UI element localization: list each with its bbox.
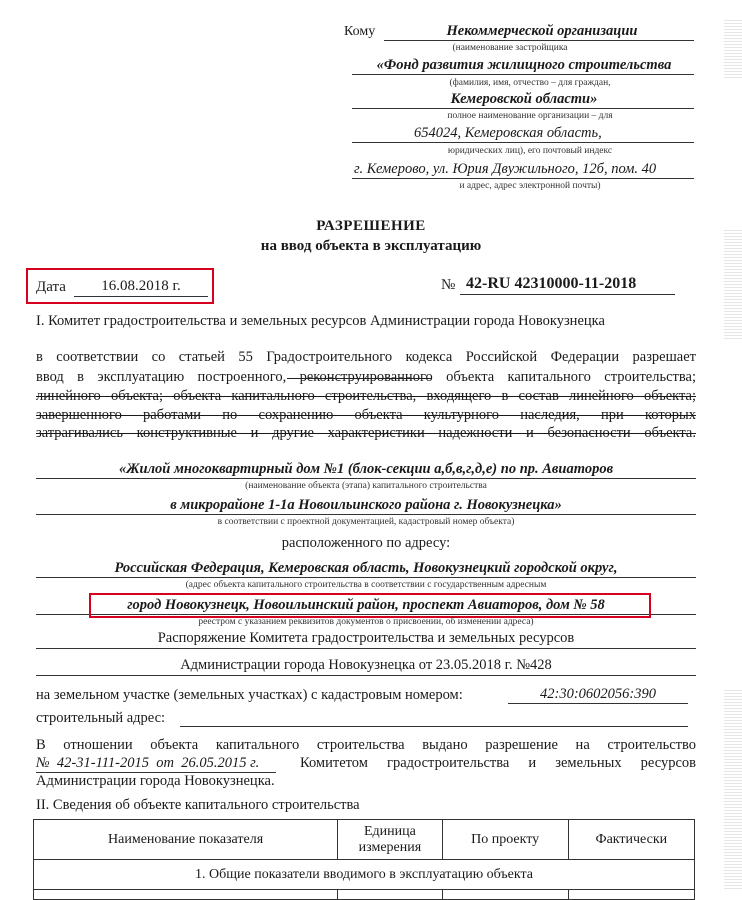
table-row-cutoff: [34, 890, 695, 900]
order-underline1: [36, 648, 696, 649]
section1-para-line5: [36, 425, 696, 442]
section1-heading: I. Комитет градостроительства и земельных ресурсов Администрации города Новокузнецка: [36, 313, 605, 329]
permit-line1: [36, 737, 696, 754]
date-label: Дата: [36, 279, 66, 295]
scan-noise-low: [724, 690, 742, 890]
object-name-underline2: [36, 514, 696, 515]
order-underline2: [36, 675, 696, 676]
recipient-note2: (фамилия, имя, отчество – для граждан,: [449, 78, 611, 88]
header-by-project: По проекту: [442, 820, 568, 860]
address-note1: (адрес объекта капитального строительства в соответствии с государственным адресным: [185, 580, 547, 590]
recipient-note4: юридических лиц), его почтовый индекс: [447, 146, 613, 156]
address-highlight-box: [89, 593, 651, 618]
recipient-komu-label: Кому: [344, 24, 376, 39]
recipient-line3-underline: [352, 108, 694, 109]
recipient-note3: полное наименование организации – для: [447, 111, 613, 121]
document-title: РАЗРЕШЕНИЕ: [316, 218, 426, 234]
date-highlight-box: [26, 268, 214, 304]
recipient-line5-underline: [352, 178, 694, 179]
recipient-line2: «Фонд развития жилищного строительства: [376, 57, 672, 73]
build-address-label: строительный адрес:: [36, 710, 166, 726]
table-cell-cutoff-3: [442, 890, 568, 900]
header-unit: Единица измерения: [338, 820, 442, 860]
number-underline: [460, 294, 675, 295]
section1-para-line4: [36, 407, 696, 424]
number-value: 42-RU 42310000-11-2018: [466, 275, 637, 292]
recipient-line4: 654024, Кемеровская область,: [414, 125, 602, 141]
object-name-line2: в микрорайоне 1-1а Новоильинского района г. Новокузнецка»: [170, 497, 562, 513]
land-cadastral-number: 42:30:0602056:390: [540, 686, 656, 702]
object-note1: (наименование объекта (этапа) капитального строительства: [245, 481, 487, 491]
section1-para-line3: [36, 388, 696, 405]
land-cadastral-underline: [508, 703, 688, 704]
address-note2: реестром с указанием реквизитов документов о присвоении, об изменении адреса): [198, 617, 534, 627]
table-row-general-indicators: 1. Общие показатели вводимого в эксплуатацию объекта: [34, 860, 695, 890]
address-line2: город Новокузнецк, Новоильинский район, проспект Авиаторов, дом № 58: [127, 597, 605, 613]
header-actual: Фактически: [568, 820, 694, 860]
recipient-note5: и адрес, адрес электронной почты): [459, 181, 601, 191]
table-cell-cutoff-1: [34, 890, 338, 900]
date-value: 16.08.2018 г.: [101, 278, 181, 294]
permit-line3: Администрации города Новокузнецка.: [36, 773, 275, 789]
permit-line2-rest: Комитетом градостроительства и земельных ресурсов: [300, 755, 696, 771]
order-line1: Распоряжение Комитета градостроительства и земельных ресурсов: [157, 630, 575, 646]
recipient-line1-underline: [384, 40, 694, 41]
land-label: на земельном участке (земельных участках) с кадастровым номером:: [36, 687, 463, 703]
object-name-line1: «Жилой многоквартирный дом №1 (блок-секции а,б,в,г,д,е) по пр. Авиаторов: [118, 461, 614, 477]
section1-para-text5: затрагивались конструктивные и другие характеристики надежности и безопасности объекта.: [36, 425, 696, 441]
order-line2: Администрации города Новокузнецка от 23.05.2018 г. №428: [180, 657, 552, 673]
address-underline1: [36, 577, 696, 578]
recipient-line2-underline: [352, 74, 694, 75]
recipient-line4-underline: [352, 142, 694, 143]
permit-number: № 42-31-111-2015 от 26.05.2015 г.: [36, 755, 260, 771]
permit-text1: В отношении объекта капитального строительства выдано разрешение на строительство: [36, 737, 696, 753]
section1-para-text3: линейного объекта; объекта капитального строительства, входящего в состав линейного объекта;: [36, 388, 696, 404]
section1-para-text2: ввод в эксплуатацию построенного, реконструированного объекта капитального строительства;: [36, 369, 696, 385]
recipient-note1: (наименование застройщика: [452, 43, 568, 53]
recipient-line3: Кемеровской области»: [450, 91, 598, 107]
section2-heading: II. Сведения об объекте капитального строительства: [36, 797, 360, 813]
table-cell-cutoff-2: [338, 890, 442, 900]
object-note2: в соответствии с проектной документацией, кадастровый номер объекта): [217, 517, 515, 527]
strike-reconstructed: [287, 378, 432, 379]
recipient-line5: г. Кемерово, ул. Юрия Двужильного, 12б, пом. 40: [354, 161, 657, 177]
scan-noise-top: [724, 20, 742, 80]
section1-para-text1: в соответствии со статьей 55 Градостроительного кодекса Российской Федерации разрешает: [36, 349, 696, 365]
section1-para-text4: завершенного работами по сохранению объекта культурного наследия, при которых: [36, 407, 696, 423]
indicators-table: [33, 819, 695, 900]
object-name-underline1: [36, 478, 696, 479]
number-label: №: [441, 277, 456, 293]
table-cell-cutoff-4: [568, 890, 694, 900]
located-label: расположенного по адресу:: [281, 535, 451, 551]
document-subtitle: на ввод объекта в эксплуатацию: [260, 238, 482, 254]
build-address-underline: [180, 726, 688, 727]
table-row: [34, 860, 695, 890]
address-line1: Российская Федерация, Кемеровская область, Новокузнецкий городской округ,: [114, 560, 618, 576]
recipient-line1: Некоммерческой организации: [446, 23, 638, 39]
section1-para-line1: [36, 349, 696, 366]
table-header-row: [34, 820, 695, 860]
header-indicator-name: Наименование показателя: [34, 820, 338, 860]
